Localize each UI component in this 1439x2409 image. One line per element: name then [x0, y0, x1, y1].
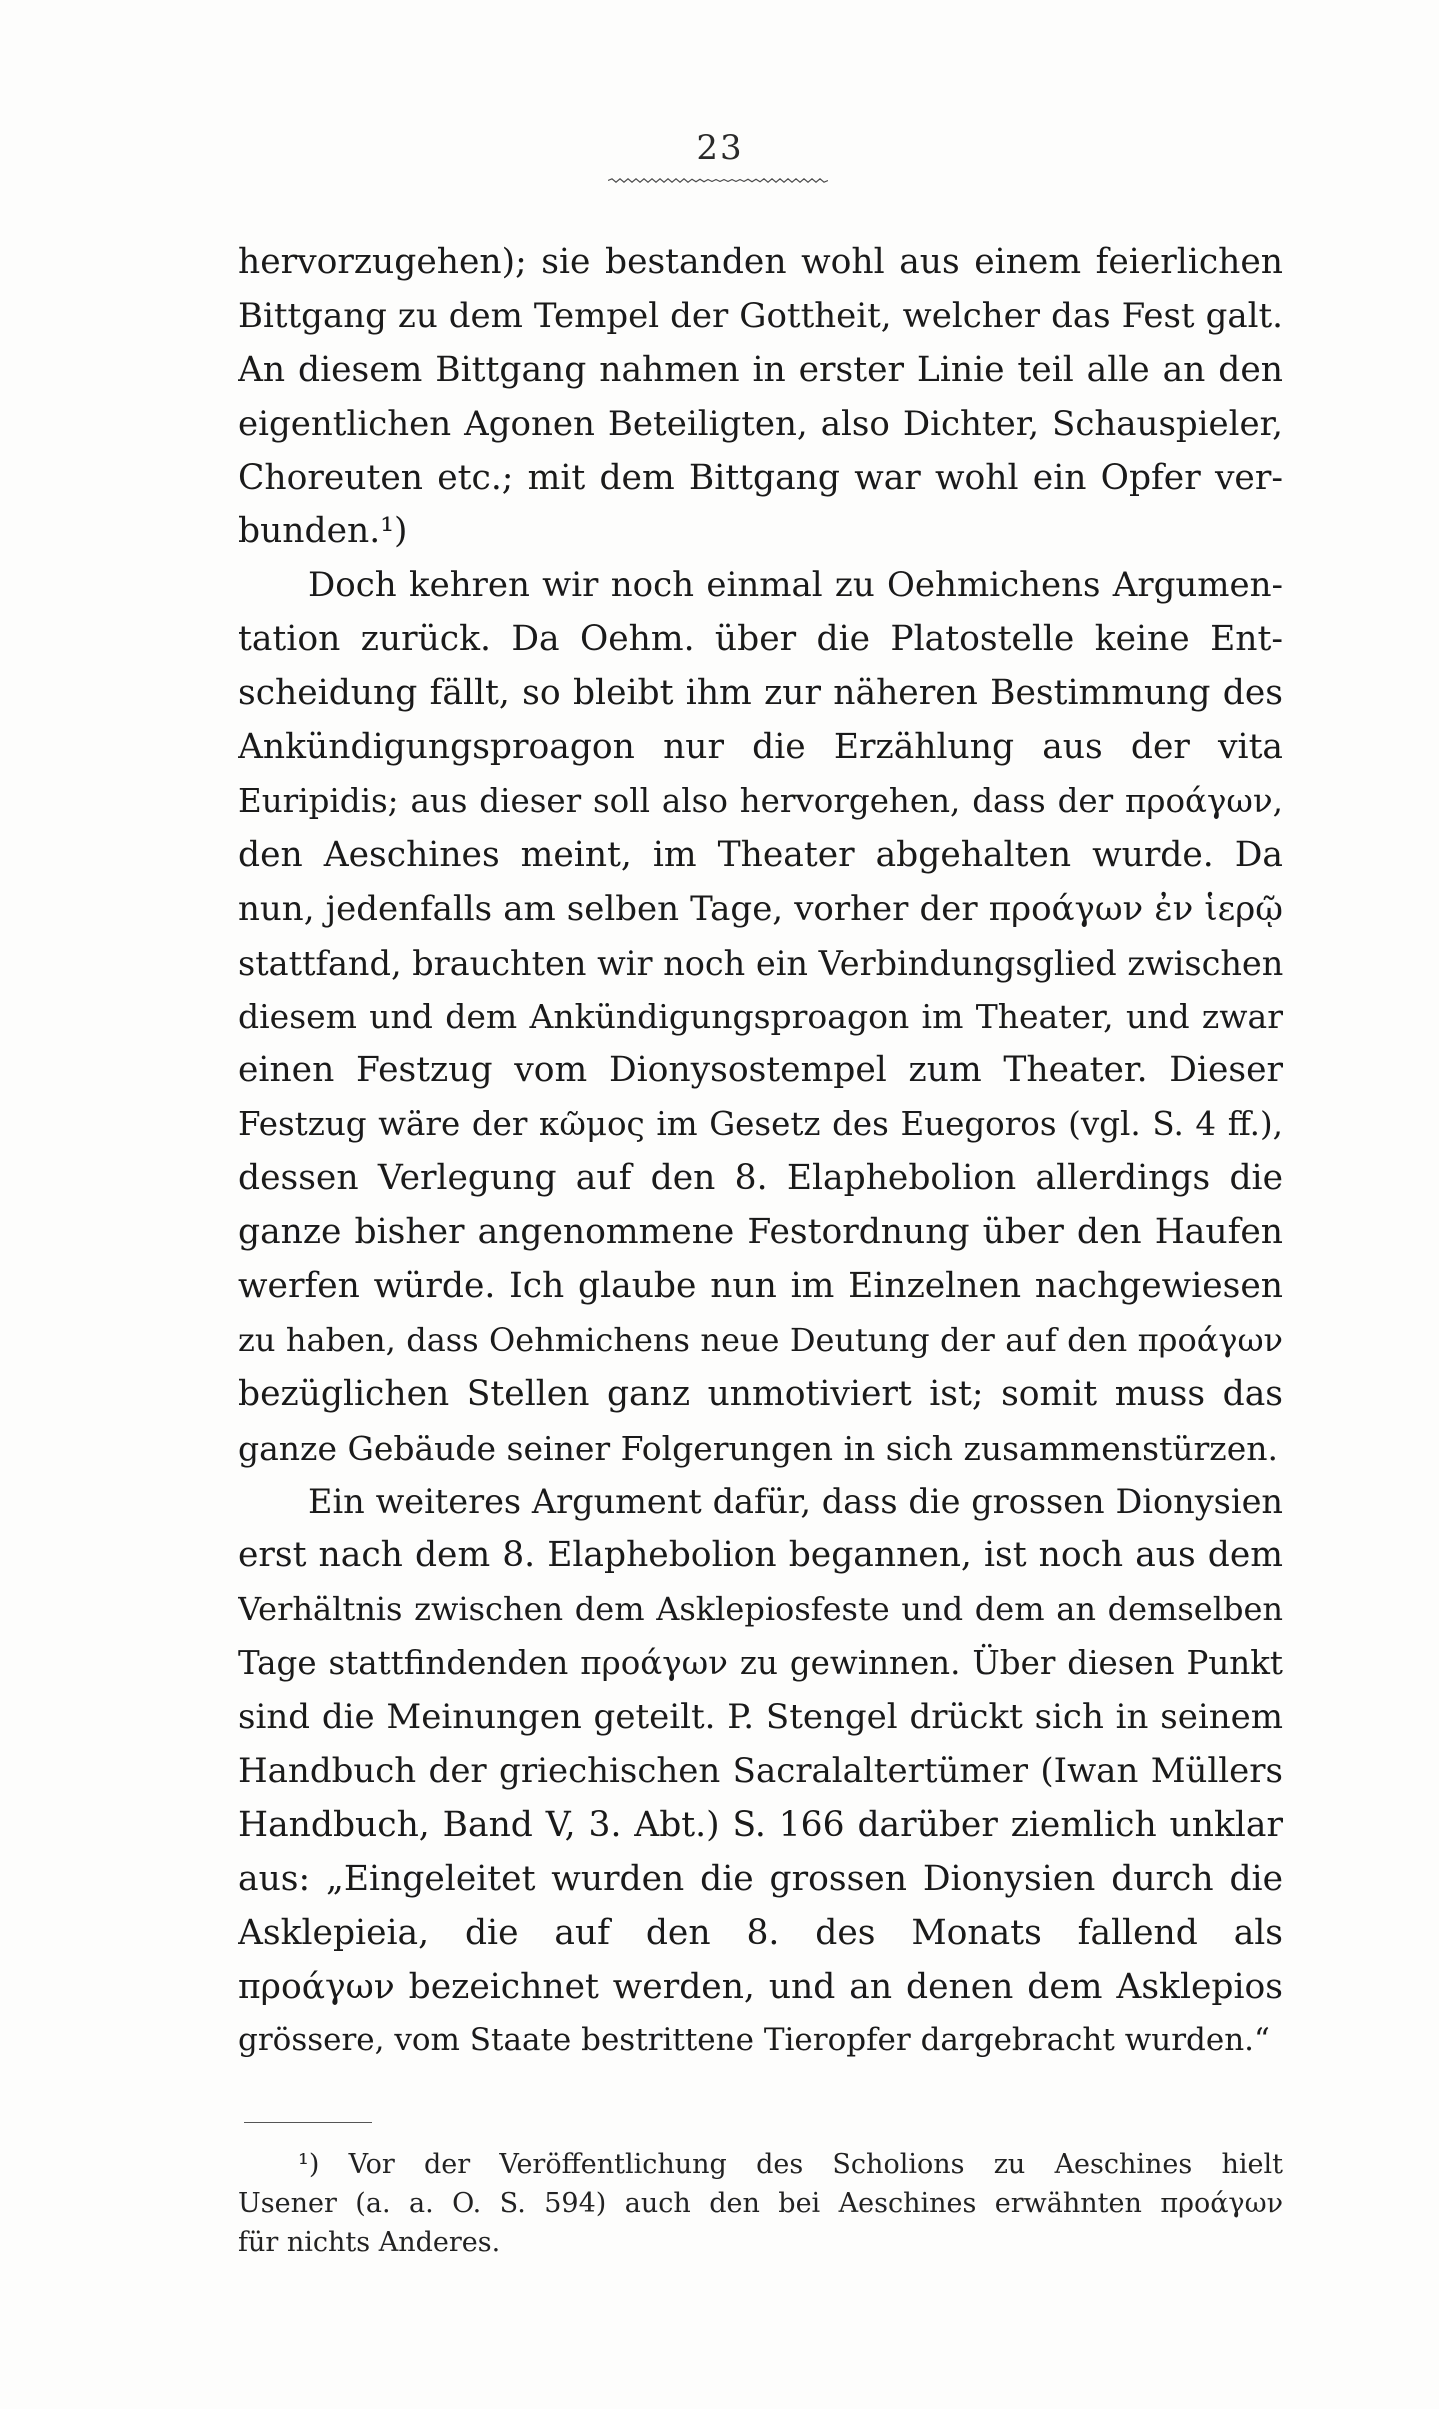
text-line: bunden.¹) [238, 511, 408, 552]
footnote-line: Usener (a. a. O. S. 594) auch den bei Aeschines erwähnten προάγων [238, 2188, 1283, 2219]
text-line: Handbuch, Band V, 3. Abt.) S. 166 darüber ziemlich unklar [238, 1804, 1283, 1845]
text-line: Handbuch der griechischen Sacralaltertümer (Iwan Müllers [238, 1750, 1283, 1791]
text-line: Tage stattfindenden προάγων zu gewinnen. Über diesen Punkt [238, 1644, 1283, 1683]
text-line: stattfand, brauchten wir noch ein Verbindungsglied zwischen [238, 943, 1283, 983]
text-line: scheidung fällt, so bleibt ihm zur näheren Bestimmung des [238, 673, 1283, 714]
text-line: Verhältnis zwischen dem Asklepiosfeste und dem an demselben [238, 1590, 1283, 1629]
text-line: nun, jedenfalls am selben Tage, vorher der προάγων ἐν ἱερῷ [238, 888, 1283, 929]
text-line: Festzug wäre der κῶμος im Gesetz des Euegoros (vgl. S. 4 ff.), [238, 1105, 1283, 1144]
page-number-ornament-rule [608, 178, 828, 183]
text-line: ganze Gebäude seiner Folgerungen in sich zusammenstürzen. [238, 1428, 1278, 1468]
footnotes [238, 2145, 1283, 2262]
text-line: Choreuten etc.; mit dem Bittgang war wohl ein Opfer ver- [238, 457, 1283, 498]
paragraph-1 [238, 236, 1283, 559]
footnote-1 [238, 2145, 1283, 2262]
text-line: eigentlichen Agonen Beteiligten, also Dichter, Schauspieler, [238, 403, 1283, 444]
footnote-separator [244, 2122, 372, 2123]
text-line: erst nach dem 8. Elaphebolion begannen, ist noch aus dem [238, 1535, 1283, 1576]
footnote-line: ¹) Vor der Veröffentlichung des Scholions zu Aeschines hielt [298, 2149, 1283, 2180]
text-line: werfen würde. Ich glaube nun im Einzelnen nachgewiesen [238, 1265, 1283, 1306]
text-line: diesem und dem Ankündigungsproagon im Theater, und zwar [238, 997, 1283, 1037]
text-line: Ein weiteres Argument dafür, dass die grossen Dionysien [308, 1482, 1283, 1522]
text-line: grössere, vom Staate bestrittene Tieropfer dargebracht wurden.“ [238, 2022, 1270, 2059]
text-line: Bittgang zu dem Tempel der Gottheit, welcher das Fest galt. [238, 295, 1283, 336]
text-line: Doch kehren wir noch einmal zu Oehmichens Argumen- [308, 565, 1283, 606]
text-line: προάγων bezeichnet werden, und an denen dem Asklepios [238, 1966, 1283, 2007]
text-line: Ankündigungsproagon nur die Erzählung aus der vita [238, 727, 1283, 768]
text-line: An diesem Bittgang nahmen in erster Linie teil alle an den [238, 349, 1283, 390]
body-text [238, 236, 1283, 2068]
footnote-line: für nichts Anderes. [238, 2227, 501, 2258]
text-line: den Aeschines meint, im Theater abgehalten wurde. Da [238, 834, 1283, 875]
text-line: einen Festzug vom Dionysostempel zum Theater. Dieser [238, 1050, 1283, 1091]
text-line: sind die Meinungen geteilt. P. Stengel drückt sich in seinem [238, 1697, 1283, 1738]
text-line: bezüglichen Stellen ganz unmotiviert ist; somit muss das [238, 1373, 1283, 1414]
text-line: Euripidis; aus dieser soll also hervorgehen, dass der προάγων, [238, 781, 1283, 820]
paragraph-2 [238, 559, 1283, 1475]
text-line: tation zurück. Da Oehm. über die Platostelle keine Ent- [238, 619, 1283, 660]
text-line: Asklepieia, die auf den 8. des Monats fallend als [238, 1912, 1283, 1953]
page-number: 23 [696, 128, 744, 168]
text-line: zu haben, dass Oehmichens neue Deutung der auf den προάγων [238, 1320, 1283, 1359]
text-line: aus: „Eingeleitet wurden die grossen Dionysien durch die [238, 1858, 1283, 1899]
text-line: hervorzugehen); sie bestanden wohl aus einem feierlichen [238, 242, 1283, 282]
text-line: dessen Verlegung auf den 8. Elaphebolion allerdings die [238, 1158, 1283, 1199]
text-line: ganze bisher angenommene Festordnung über den Haufen [238, 1212, 1283, 1253]
paragraph-3 [238, 1475, 1283, 2068]
